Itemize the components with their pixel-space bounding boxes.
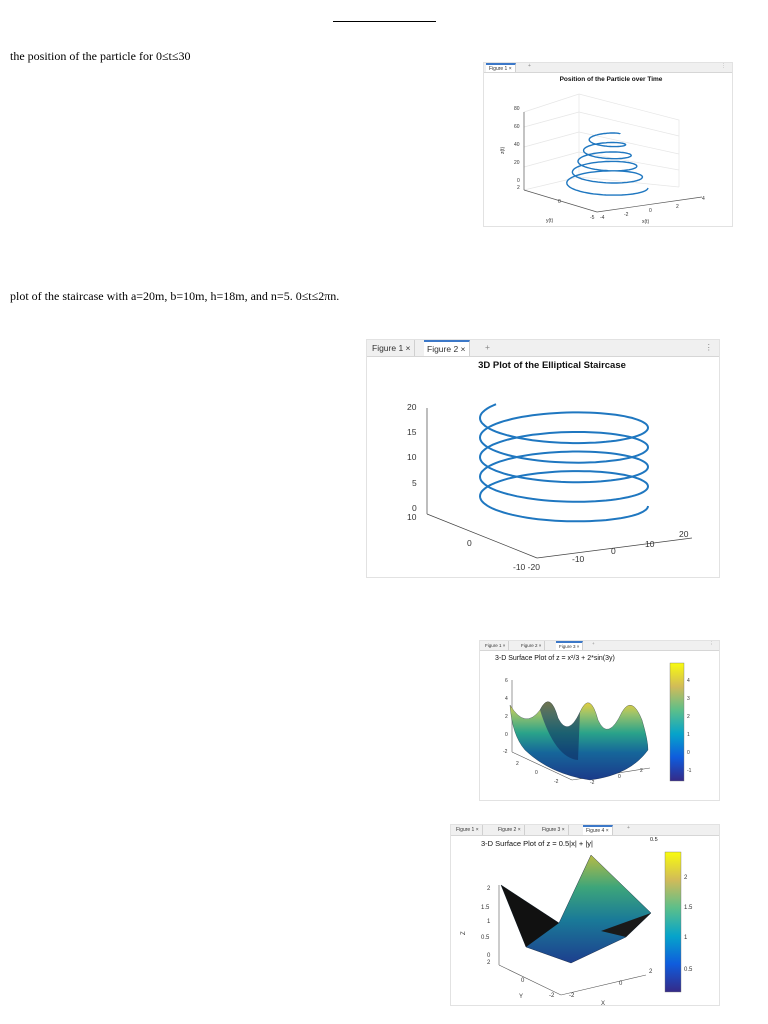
x-tick: 4	[702, 196, 705, 202]
y-tick: -2	[554, 779, 559, 785]
plot-particle	[484, 72, 734, 227]
z-tick: 4	[505, 696, 508, 702]
tab-figure-1[interactable]: Figure 1 ×	[453, 825, 483, 835]
axes-box	[524, 94, 679, 190]
colorbar-tick: 3	[687, 696, 690, 702]
y-tick: -5	[590, 215, 595, 221]
x-tick: 0	[611, 546, 616, 556]
figure-window-3	[479, 640, 720, 801]
x-tick: -2	[569, 993, 575, 999]
tab-figure-3[interactable]: Figure 3 ×	[556, 641, 583, 650]
y-tick: -10 -20	[513, 562, 540, 572]
y-axis-label: Y	[519, 994, 524, 1000]
plot-staircase	[367, 356, 721, 579]
x-tick: 2	[649, 969, 653, 975]
tab-figure-2[interactable]: Figure 2 ×	[495, 825, 525, 835]
more-menu-icon[interactable]: ⋮	[721, 63, 726, 69]
plot-surface-4	[451, 835, 721, 1007]
z-tick: 20	[407, 402, 417, 412]
figure-window-2	[366, 339, 720, 578]
figure-window-4	[450, 824, 720, 1006]
x-tick: 20	[679, 529, 689, 539]
figure-window-1	[483, 62, 733, 227]
surface-mesh	[510, 702, 648, 780]
y-tick: 0	[521, 978, 525, 984]
add-figure-icon[interactable]: +	[528, 63, 531, 69]
z-tick: 2	[505, 714, 508, 720]
add-figure-icon[interactable]: +	[592, 641, 595, 646]
y-tick: 0	[535, 770, 538, 776]
z-tick: 0	[487, 953, 491, 959]
x-tick: -2	[624, 212, 629, 218]
paragraph-staircase: plot of the staircase with a=20m, b=10m, h=18m, and n=5. 0≤t≤2πn.	[10, 289, 340, 303]
z-tick: 0	[517, 178, 520, 184]
z-tick: 60	[514, 124, 520, 130]
add-figure-icon[interactable]: +	[485, 342, 490, 352]
x-tick: 0	[618, 774, 621, 780]
colorbar-tick: 0.5	[684, 967, 693, 973]
x-tick: 0	[619, 981, 623, 987]
x-tick: -2	[590, 780, 595, 786]
z-tick: 0	[412, 503, 417, 513]
z-tick: 0.5	[481, 935, 490, 941]
tab-figure-1[interactable]: Figure 1 ×	[369, 340, 415, 356]
plot-title: 3-D Surface Plot of z = x²/3 + 2*sin(3y)	[495, 655, 615, 662]
paragraph-particle: the position of the particle for 0≤t≤30	[10, 49, 191, 63]
x-tick: -10	[572, 554, 585, 564]
z-tick: 10	[407, 512, 417, 522]
colorbar-tick: 1	[684, 935, 688, 941]
colorbar-tick: 2	[687, 714, 690, 720]
z-axis-label: z(t)	[500, 146, 506, 154]
colorbar-tick: 0	[687, 750, 690, 756]
plot-title: 3D Plot of the Elliptical Staircase	[478, 360, 626, 371]
z-tick: 2	[487, 886, 491, 892]
x-tick: -4	[600, 215, 605, 221]
x-axis-label: X	[601, 1001, 606, 1007]
z-tick: 10	[407, 452, 417, 462]
z-tick: 20	[514, 160, 520, 166]
z-tick: 2	[517, 185, 520, 191]
z-axis-label: Z	[461, 931, 467, 935]
y-tick: 0	[558, 199, 561, 205]
y-tick: 2	[516, 761, 519, 767]
z-tick: 0	[505, 732, 508, 738]
x-tick: 2	[676, 204, 679, 210]
figure-tabbar	[367, 340, 719, 357]
x-tick: 2	[640, 768, 643, 774]
colorbar	[670, 663, 684, 781]
colorbar-tick: 2	[684, 875, 688, 881]
z-tick: 1.5	[481, 905, 490, 911]
colorbar-tick: 4	[687, 678, 690, 684]
z-tick: 15	[407, 427, 417, 437]
tab-figure-2[interactable]: Figure 2 ×	[424, 340, 470, 356]
axis-lines	[427, 408, 692, 558]
z-tick: 40	[514, 142, 520, 148]
tab-figure-2[interactable]: Figure 2 ×	[518, 641, 545, 650]
plot-surface-3	[480, 650, 721, 802]
x-tick: 0	[649, 208, 652, 214]
tab-figure-3[interactable]: Figure 3 ×	[539, 825, 569, 835]
signature-line	[333, 21, 436, 22]
z-tick: 1	[487, 919, 491, 925]
colorbar-tick: 1.5	[684, 905, 693, 911]
z-tick: 2	[487, 960, 491, 966]
more-menu-icon[interactable]: ⋮	[704, 342, 713, 352]
y-axis-label: y(t)	[546, 218, 554, 224]
colorbar	[665, 852, 681, 992]
tab-figure-1[interactable]: Figure 1 ×	[486, 63, 516, 72]
staircase-helix	[480, 404, 648, 521]
z-tick: 6	[505, 678, 508, 684]
x-axis-label: x(t)	[642, 219, 650, 225]
colorbar-tick: -1	[687, 768, 692, 774]
y-tick: 0	[467, 538, 472, 548]
add-figure-icon[interactable]: +	[627, 825, 630, 831]
plot-title: 3-D Surface Plot of z = 0.5|x| + |y|	[481, 839, 594, 848]
z-tick: 80	[514, 106, 520, 112]
colorbar-tick: 1	[687, 732, 690, 738]
more-menu-icon[interactable]: ⋮	[709, 641, 714, 646]
x-tick: 10	[645, 539, 655, 549]
z-tick: -2	[503, 749, 508, 755]
z-tick: 5	[412, 478, 417, 488]
plot-title: Position of the Particle over Time	[559, 76, 663, 83]
tab-figure-1[interactable]: Figure 1 ×	[482, 641, 509, 650]
tab-figure-4[interactable]: Figure 4 ×	[583, 825, 613, 835]
y-tick: -2	[549, 993, 555, 999]
plot-title-exponent: 0.5	[650, 837, 658, 843]
